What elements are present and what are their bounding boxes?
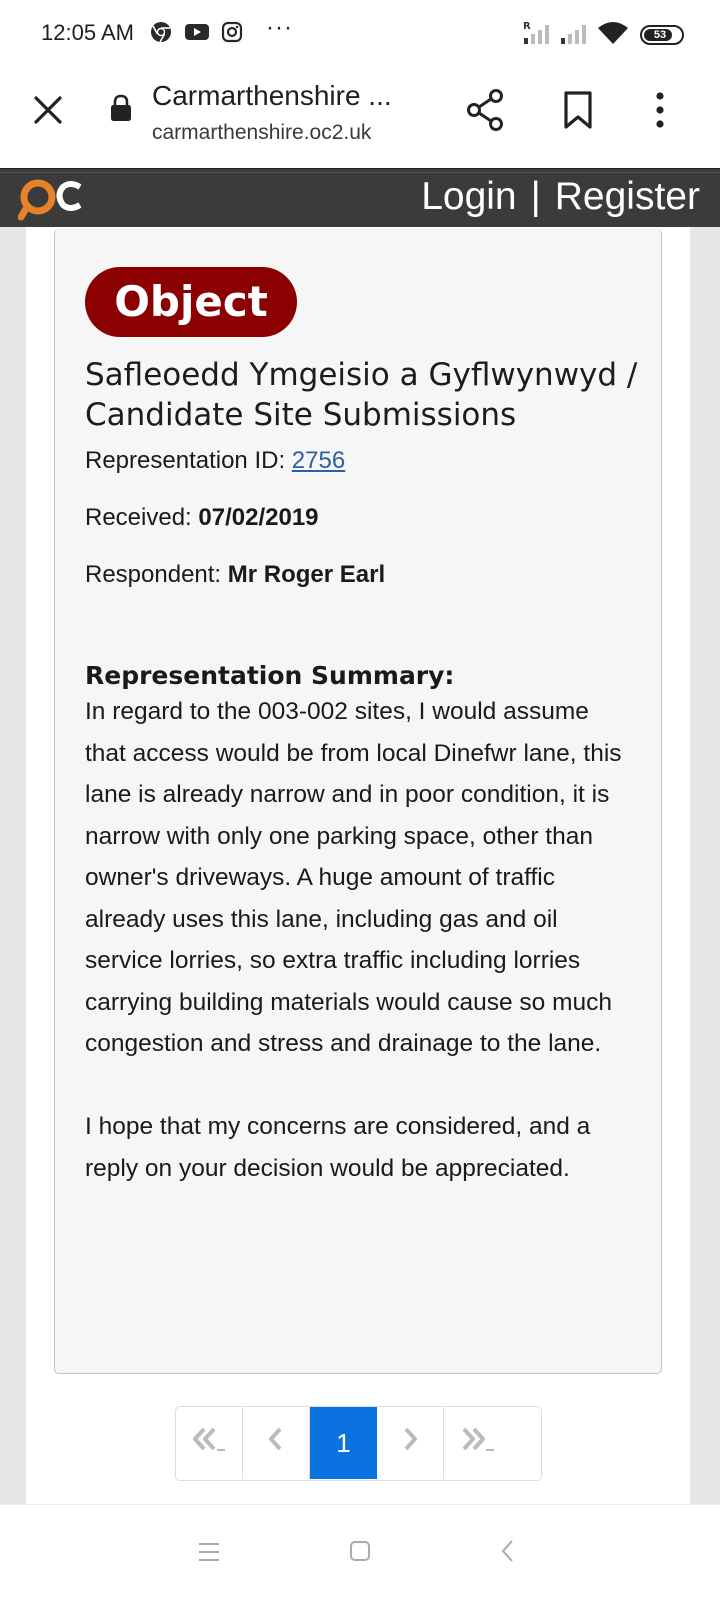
- wifi-icon: [597, 20, 629, 51]
- status-time: 12:05 AM: [41, 20, 134, 45]
- right-gutter: [690, 227, 720, 1504]
- signal-icon: [560, 20, 590, 51]
- double-chevron-left-icon: [190, 1425, 228, 1461]
- header-divider: [0, 172, 720, 173]
- url-text[interactable]: carmarthenshire.oc2.uk: [152, 121, 372, 144]
- double-chevron-right-icon: [459, 1425, 497, 1461]
- respondent-row: [85, 561, 385, 589]
- received-row: [85, 504, 319, 532]
- site-header: [0, 168, 720, 227]
- representation-id-link[interactable]: 2756: [291, 447, 346, 474]
- battery-icon: [640, 25, 684, 45]
- representation-id-label: Representation ID:: [85, 447, 292, 474]
- more-notifications-icon: ···: [266, 14, 293, 41]
- browser-toolbar: [0, 68, 720, 168]
- overflow-menu-icon[interactable]: [654, 90, 666, 135]
- login-link[interactable]: Login: [421, 175, 517, 218]
- system-navigation-bar: [0, 1504, 720, 1600]
- auth-links: [421, 175, 700, 219]
- summary-paragraph: In regard to the 003-002 sites, I would assume that access would be from local Dinefwr lane, this lane is already narrow and in poor condition, it is narrow with only one parking space, other than owner's driveways. A huge amount of traffic already uses this lane, including gas and oil service lorries, so extra traffic including lorries carrying building materials would cause so much congestion and stress and drainage to the lane.: [85, 698, 622, 1057]
- respondent-name: Mr Roger Earl: [227, 561, 386, 588]
- page-1-button[interactable]: 1: [310, 1407, 377, 1479]
- previous-page-button[interactable]: [243, 1407, 310, 1479]
- youtube-icon: [184, 21, 210, 48]
- instagram-icon: [221, 21, 243, 48]
- bookmark-icon[interactable]: [562, 90, 594, 135]
- chevron-right-icon: [400, 1425, 420, 1461]
- chevron-left-icon: [266, 1425, 286, 1461]
- last-page-button[interactable]: [444, 1407, 511, 1479]
- auth-separator: |: [530, 175, 541, 218]
- share-icon[interactable]: [465, 88, 505, 137]
- oc-logo-icon[interactable]: [18, 177, 82, 226]
- stance-badge: Object: [85, 267, 297, 337]
- summary-paragraph: I hope that my concerns are considered, and a reply on your decision would be appreciated.: [85, 1113, 591, 1182]
- left-gutter: [0, 227, 26, 1504]
- register-link[interactable]: Register: [554, 175, 700, 218]
- received-date: 07/02/2019: [198, 504, 319, 531]
- page-title[interactable]: Carmarthenshire ...: [152, 80, 392, 111]
- pagination: [175, 1406, 542, 1481]
- respondent-label: Respondent:: [85, 561, 228, 588]
- battery-level: 53: [653, 29, 667, 41]
- chrome-icon: [150, 21, 172, 48]
- signal-roaming-icon: [522, 20, 556, 51]
- status-bar: [0, 0, 720, 68]
- back-icon[interactable]: [500, 1539, 516, 1568]
- received-label: Received:: [85, 504, 199, 531]
- close-icon[interactable]: [32, 94, 64, 131]
- representation-id-row: [85, 447, 345, 475]
- representation-card: [54, 229, 662, 1374]
- summary-heading: Representation Summary:: [85, 661, 455, 690]
- lock-icon[interactable]: [110, 94, 132, 127]
- menu-icon[interactable]: [197, 1541, 221, 1568]
- first-page-button[interactable]: [176, 1407, 243, 1479]
- summary-text: [85, 691, 630, 1231]
- document-title: Safleoedd Ymgeisio a Gyflwynwyd / Candidate Site Submissions: [85, 357, 638, 433]
- home-icon[interactable]: [349, 1540, 371, 1567]
- svg-text:R: R: [523, 21, 531, 32]
- next-page-button[interactable]: [377, 1407, 444, 1479]
